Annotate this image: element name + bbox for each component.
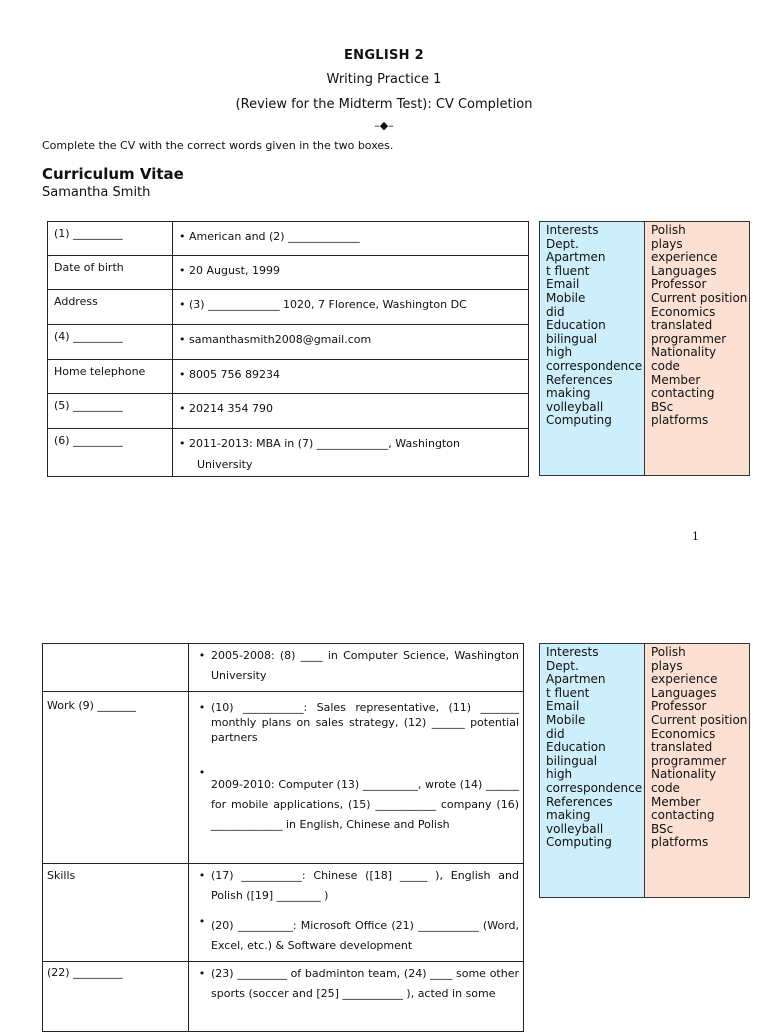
row-value [189,644,524,692]
word-item: programmer [651,753,727,768]
bullet-item: • 2005-2008: (8) ____ in Computer Science, Washington University [193,646,519,686]
row-value [189,692,524,864]
word-item: volleyball [546,399,604,414]
word-item: Interests [546,645,599,659]
word-item: platforms [651,835,709,850]
word-item: t fluent [546,263,590,278]
word-item: code [651,780,680,795]
word-item: code [651,358,680,373]
word-item: Computing [546,835,612,850]
word-list-left [540,644,645,897]
word-item: Languages [651,685,717,700]
course-title: ENGLISH 2 [343,48,425,63]
bullet-text: (23) _________ of badminton team, (24) ____ some other sports (soccer and [25] ___________ ), acted in some [211,967,519,1000]
word-item: Email [546,277,580,292]
row-label: (4) _________ [48,325,173,360]
word-item: volleyball [546,821,604,836]
review-subtitle: (Review for the Midterm Test): CV Completion [235,97,533,112]
word-item: Polish [651,223,686,237]
word-item: correspondence [546,780,643,795]
word-item: making [546,808,591,823]
word-item: bilingual [546,331,598,346]
word-list-left [540,222,645,475]
row-label: (22) _________ [43,962,189,1032]
row-label: Address [48,290,173,325]
table-row [43,692,524,864]
word-item: correspondence [546,358,643,373]
table-row [48,256,529,290]
bullet-item: • (10) ___________: Sales representative, (11) _______ monthly plans on sales strategy, (12) ______ potential partners [198,701,519,744]
word-item: Dept. [546,236,579,251]
word-item: translated [651,740,713,755]
word-item: Languages [651,263,717,278]
word-item: translated [651,318,713,333]
row-value: • samanthasmith2008@gmail.com [173,325,529,360]
word-item: high [546,767,573,782]
table-row [43,644,524,692]
bullet-text: 2009-2010: Computer (13) __________, wrote (14) ______ for mobile applications, (15) ___________ company (16) _____________ in English, Chinese and Polish [211,778,519,831]
row-label: (5) _________ [48,394,173,429]
word-item: Education [546,318,606,333]
row-value: • 20 August, 1999 [173,256,529,290]
bullet-item: • (17) ___________: Chinese ([18] _____ ), English and Polish ([19] ________ ) [193,866,519,906]
word-item: Current position [651,290,748,305]
word-item: programmer [651,331,727,346]
word-item: Dept. [546,658,579,673]
word-item: contacting [651,808,715,823]
word-item: experience [651,672,718,687]
word-box [539,221,750,476]
word-item: Apartmen [546,672,606,687]
word-item: Polish [651,645,686,659]
cv-table-personal [47,221,529,477]
row-label [43,644,189,692]
table-row [48,360,529,394]
word-item: did [546,304,565,319]
word-item: Member [651,794,701,809]
row-label: (6) _________ [48,429,173,477]
word-item: plays [651,658,683,673]
bullet-item: • (23) _________ of badminton team, (24) ____ some other sports (soccer and [25] ___________ ), acted in some [193,964,519,1004]
word-item: Nationality [651,345,717,360]
word-item: Economics [651,726,716,741]
word-item: Mobile [546,290,586,305]
cv-name: Samantha Smith [42,185,151,200]
word-item: experience [651,250,718,265]
word-item: Professor [651,699,707,714]
word-item: contacting [651,386,715,401]
word-item: t fluent [546,685,590,700]
row-value [173,429,529,477]
bullet-text: (10) ___________: Sales representative, (11) _______ monthly plans on sales strategy, (12) ______ potential partners [211,701,519,744]
row-label: Skills [43,864,189,962]
word-item: Apartmen [546,250,606,265]
word-list-right [645,222,749,475]
word-item: Education [546,740,606,755]
bullet-text: (20) __________: Microsoft Office (21) ___________ (Word, Excel, etc.) & Software development [211,919,519,952]
word-item: Interests [546,223,599,237]
bullet-item: • (20) __________: Microsoft Office (21) ___________ (Word, Excel, etc.) & Software development [193,912,519,956]
table-row [48,429,529,477]
row-label: (1) _________ [48,222,173,256]
page-number: 1 [692,530,699,543]
practice-title: Writing Practice 1 [326,72,442,87]
word-item: Email [546,699,580,714]
row-value: • 8005 756 89234 [173,360,529,394]
word-item: Mobile [546,712,586,727]
word-item: Computing [546,413,612,428]
row-value [189,864,524,962]
word-item: did [546,726,565,741]
row-label: Work (9) _______ [43,692,189,864]
row-value: • (3) _____________ 1020, 7 Florence, Washington DC [173,290,529,325]
word-item: BSc [651,821,674,836]
bullet-text: 2005-2008: (8) ____ in Computer Science, Washington University [211,649,519,682]
bullet-item: • 2009-2010: Computer (13) __________, wrote (14) ______ for mobile applications, (15) ___________ company (16) _____________ in English, Chinese and Polish [193,763,519,835]
row-value-line: University [197,458,253,471]
word-box [539,643,750,898]
row-label: Home telephone [48,360,173,394]
word-item: plays [651,236,683,251]
row-value [189,962,524,1032]
table-row [43,962,524,1032]
word-item: Current position [651,712,748,727]
word-item: BSc [651,399,674,414]
row-label: Date of birth [48,256,173,290]
word-item: Economics [651,304,716,319]
word-item: bilingual [546,753,598,768]
row-value-line: • 2011-2013: MBA in (7) _____________, Washington [179,437,460,450]
word-item: high [546,345,573,360]
row-value: • 20214 354 790 [173,394,529,429]
table-row [48,325,529,360]
table-row [43,864,524,962]
word-item: Professor [651,277,707,292]
word-item: making [546,386,591,401]
word-item: Nationality [651,767,717,782]
cv-table-experience [42,643,524,1032]
ornament-divider: –◆– [374,119,394,132]
cv-heading: Curriculum Vitae [42,165,184,183]
word-item: platforms [651,413,709,428]
instructions: Complete the CV with the correct words given in the two boxes. [42,139,394,152]
word-item: References [546,794,613,809]
table-row [48,290,529,325]
word-item: Member [651,372,701,387]
row-value: • American and (2) _____________ [173,222,529,256]
bullet-text: (17) ___________: Chinese ([18] _____ ), English and Polish ([19] ________ ) [211,869,519,902]
word-item: References [546,372,613,387]
word-list-right [645,644,749,897]
table-row [48,394,529,429]
table-row [48,222,529,256]
